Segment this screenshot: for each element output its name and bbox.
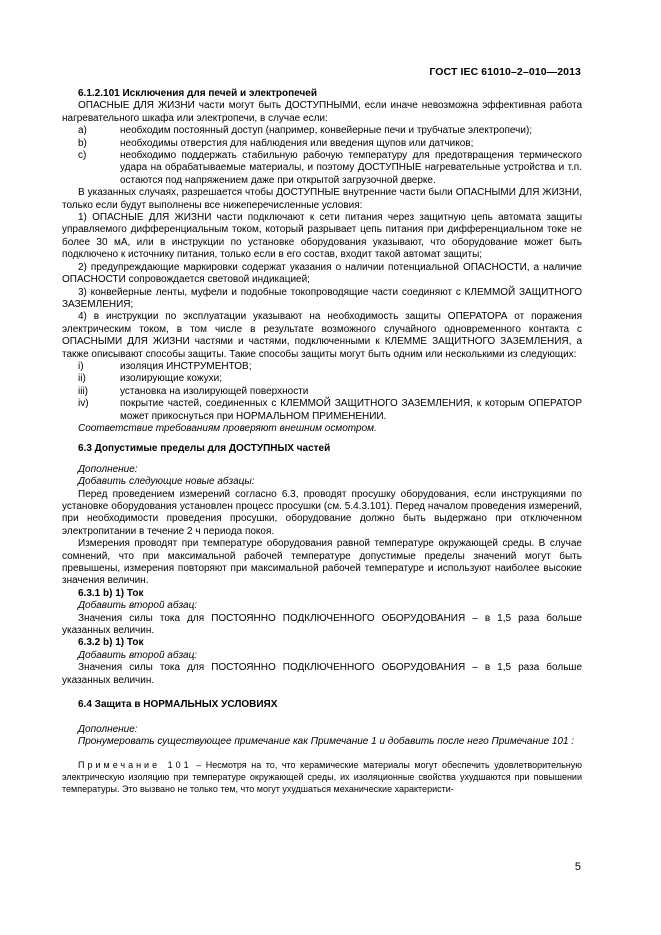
list-item: i) изоляция ИНСТРУМЕНТОВ; xyxy=(78,360,252,372)
section-6-4-title: 6.4 Защита в НОРМАЛЬНЫХ УСЛОВИЯХ xyxy=(78,699,278,711)
list-item: b) необходимы отверстия для наблюдения или введения щупов или датчиков; xyxy=(78,137,474,149)
note-text: – Несмотря на то, что керамические материалы могут обеспечить удовлетворительную электрическую изоляцию при температуре окружающей среды, их изоляционные свойства ухудшаются при повышении температуры. Это вызвано не только тем, что могут ухудшаться механические характеристи- xyxy=(62,760,582,794)
page-number: 5 xyxy=(574,861,581,873)
condition-item: 4) в инструкции по эксплуатации указывают на необходимость защиты ОПЕРАТОРА от поражения электрическим током, в том числе в результате возможного случайного одновременного контакта с ОПАСНЫМИ ДЛЯ ЖИЗНИ частями и частями, подключенными к КЛЕММЕ ЗАЩИТНОГО ЗАЗЕМЛЕНИЯ, а также описывают способы защиты. Такие способы защиты могут быть одним или несколькими из следующих: xyxy=(62,311,582,360)
note-101 xyxy=(62,760,582,795)
paragraph: Перед проведением измерений согласно 6.3, проводят просушку оборудования, если инструкциями по установке оборудования установлен процесс просушки (см. 5.4.3.101). Перед началом проведения измерений, при необходимости проведения просушки, оборудование должно быть выдержано при отключенном электропитании в течение 2 ч периода покоя. xyxy=(62,488,582,537)
paragraph: ОПАСНЫЕ ДЛЯ ЖИЗНИ части могут быть ДОСТУПНЫМИ, если иначе невозможна эффективная работа нагревательного шкафа или электропечи, в случае если: xyxy=(62,100,582,124)
document-body xyxy=(62,88,582,795)
list-item: iv) покрытие частей, соединенных с КЛЕММОЙ ЗАЩИТНОГО ЗАЗЕМЛЕНИЯ, к которым ОПЕРАТОР может прикоснуться при НОРМАЛЬНОМ ПРИМЕНЕНИИ. xyxy=(78,398,582,422)
list-item: iii) установка на изолирующей поверхности xyxy=(78,385,309,397)
section-6-1-2-101-title: 6.1.2.101 Исключения для печей и электропечей xyxy=(78,88,317,99)
section-6-3-1-title: 6.3.1 b) 1) Ток xyxy=(78,587,144,599)
paragraph: Значения силы тока для ПОСТОЯННО ПОДКЛЮЧЕННОГО ОБОРУДОВАНИЯ – в 1,5 раза больше указанных величин. xyxy=(62,612,582,637)
compliance-check: Соответствие требованиям проверяют внешним осмотром. xyxy=(78,422,377,434)
note-label: Примечание 101 xyxy=(78,760,192,771)
instruction: Добавить следующие новые абзацы: xyxy=(78,476,255,488)
condition-item: 1) ОПАСНЫЕ ДЛЯ ЖИЗНИ части подключают к сети питания через защитную цепь автомата защиты управляемого дифференциальным током, который разрывает цепь питания при дифференциальном токе не более 30 мА, или в инструкции по установке оборудования указывают, что оборудование может быть подключено к источнику питания, только если в его состав, входит такой автомат защиты; xyxy=(62,212,582,261)
paragraph: Измерения проводят при температуре оборудования равной температуре окружающей среды. В случае сомнений, что при максимальной рабочей температуре допустимые пределы значений могут быть превышены, измерения повторяют при максимальной рабочей температуре и используют наиболее высокие значения величин. xyxy=(62,538,582,587)
paragraph: Значения силы тока для ПОСТОЯННО ПОДКЛЮЧЕННОГО ОБОРУДОВАНИЯ – в 1,5 раза больше указанных величин. xyxy=(62,662,582,686)
section-6-3-2-title: 6.3.2 b) 1) Ток xyxy=(78,637,144,649)
paragraph: В указанных случаях, разрешается чтобы ДОСТУПНЫЕ внутренние части были ОПАСНЫМИ ДЛЯ ЖИЗНИ, только если будут выполнены все нижеперечисленные условия: xyxy=(62,187,582,211)
list-item: a) необходим постоянный доступ (например, конвейерные печи и трубчатые электропечи); xyxy=(78,125,533,137)
document-header: ГОСТ IEC 61010–2–010—2013 xyxy=(429,66,581,78)
list-item: c) необходимо поддержать стабильную рабочую температуру для предотвращения термического удара на обрабатываемые материалы, и поэтому ДОСТУПНЫЕ нагревательные устройства и т.п. остаются под напряжением даже при открытой загрузочной дверке. xyxy=(78,150,582,186)
addition-label: Дополнение: xyxy=(78,463,138,475)
list-item: ii) изолирующие кожухи; xyxy=(78,373,223,385)
addition-label: Дополнение: xyxy=(78,723,138,735)
condition-item: 3) конвейерные ленты, муфели и подобные токопроводящие части соединяют с КЛЕММОЙ ЗАЩИТНОГО ЗАЗЕМЛЕНИЯ; xyxy=(62,286,582,310)
instruction: Добавить второй абзац: xyxy=(78,649,198,661)
instruction: Пронумеровать существующее примечание как Примечание 1 и добавить после него Примечание 101 : xyxy=(78,735,575,747)
section-6-3-title: 6.3 Допустимые пределы для ДОСТУПНЫХ частей xyxy=(78,443,331,455)
instruction: Добавить второй абзац: xyxy=(78,600,198,612)
condition-item: 2) предупреждающие маркировки содержат указания о наличии потенциальной ОПАСНОСТИ, а наличие ОПАСНОСТИ сопровождается световой индикацией; xyxy=(62,261,582,286)
